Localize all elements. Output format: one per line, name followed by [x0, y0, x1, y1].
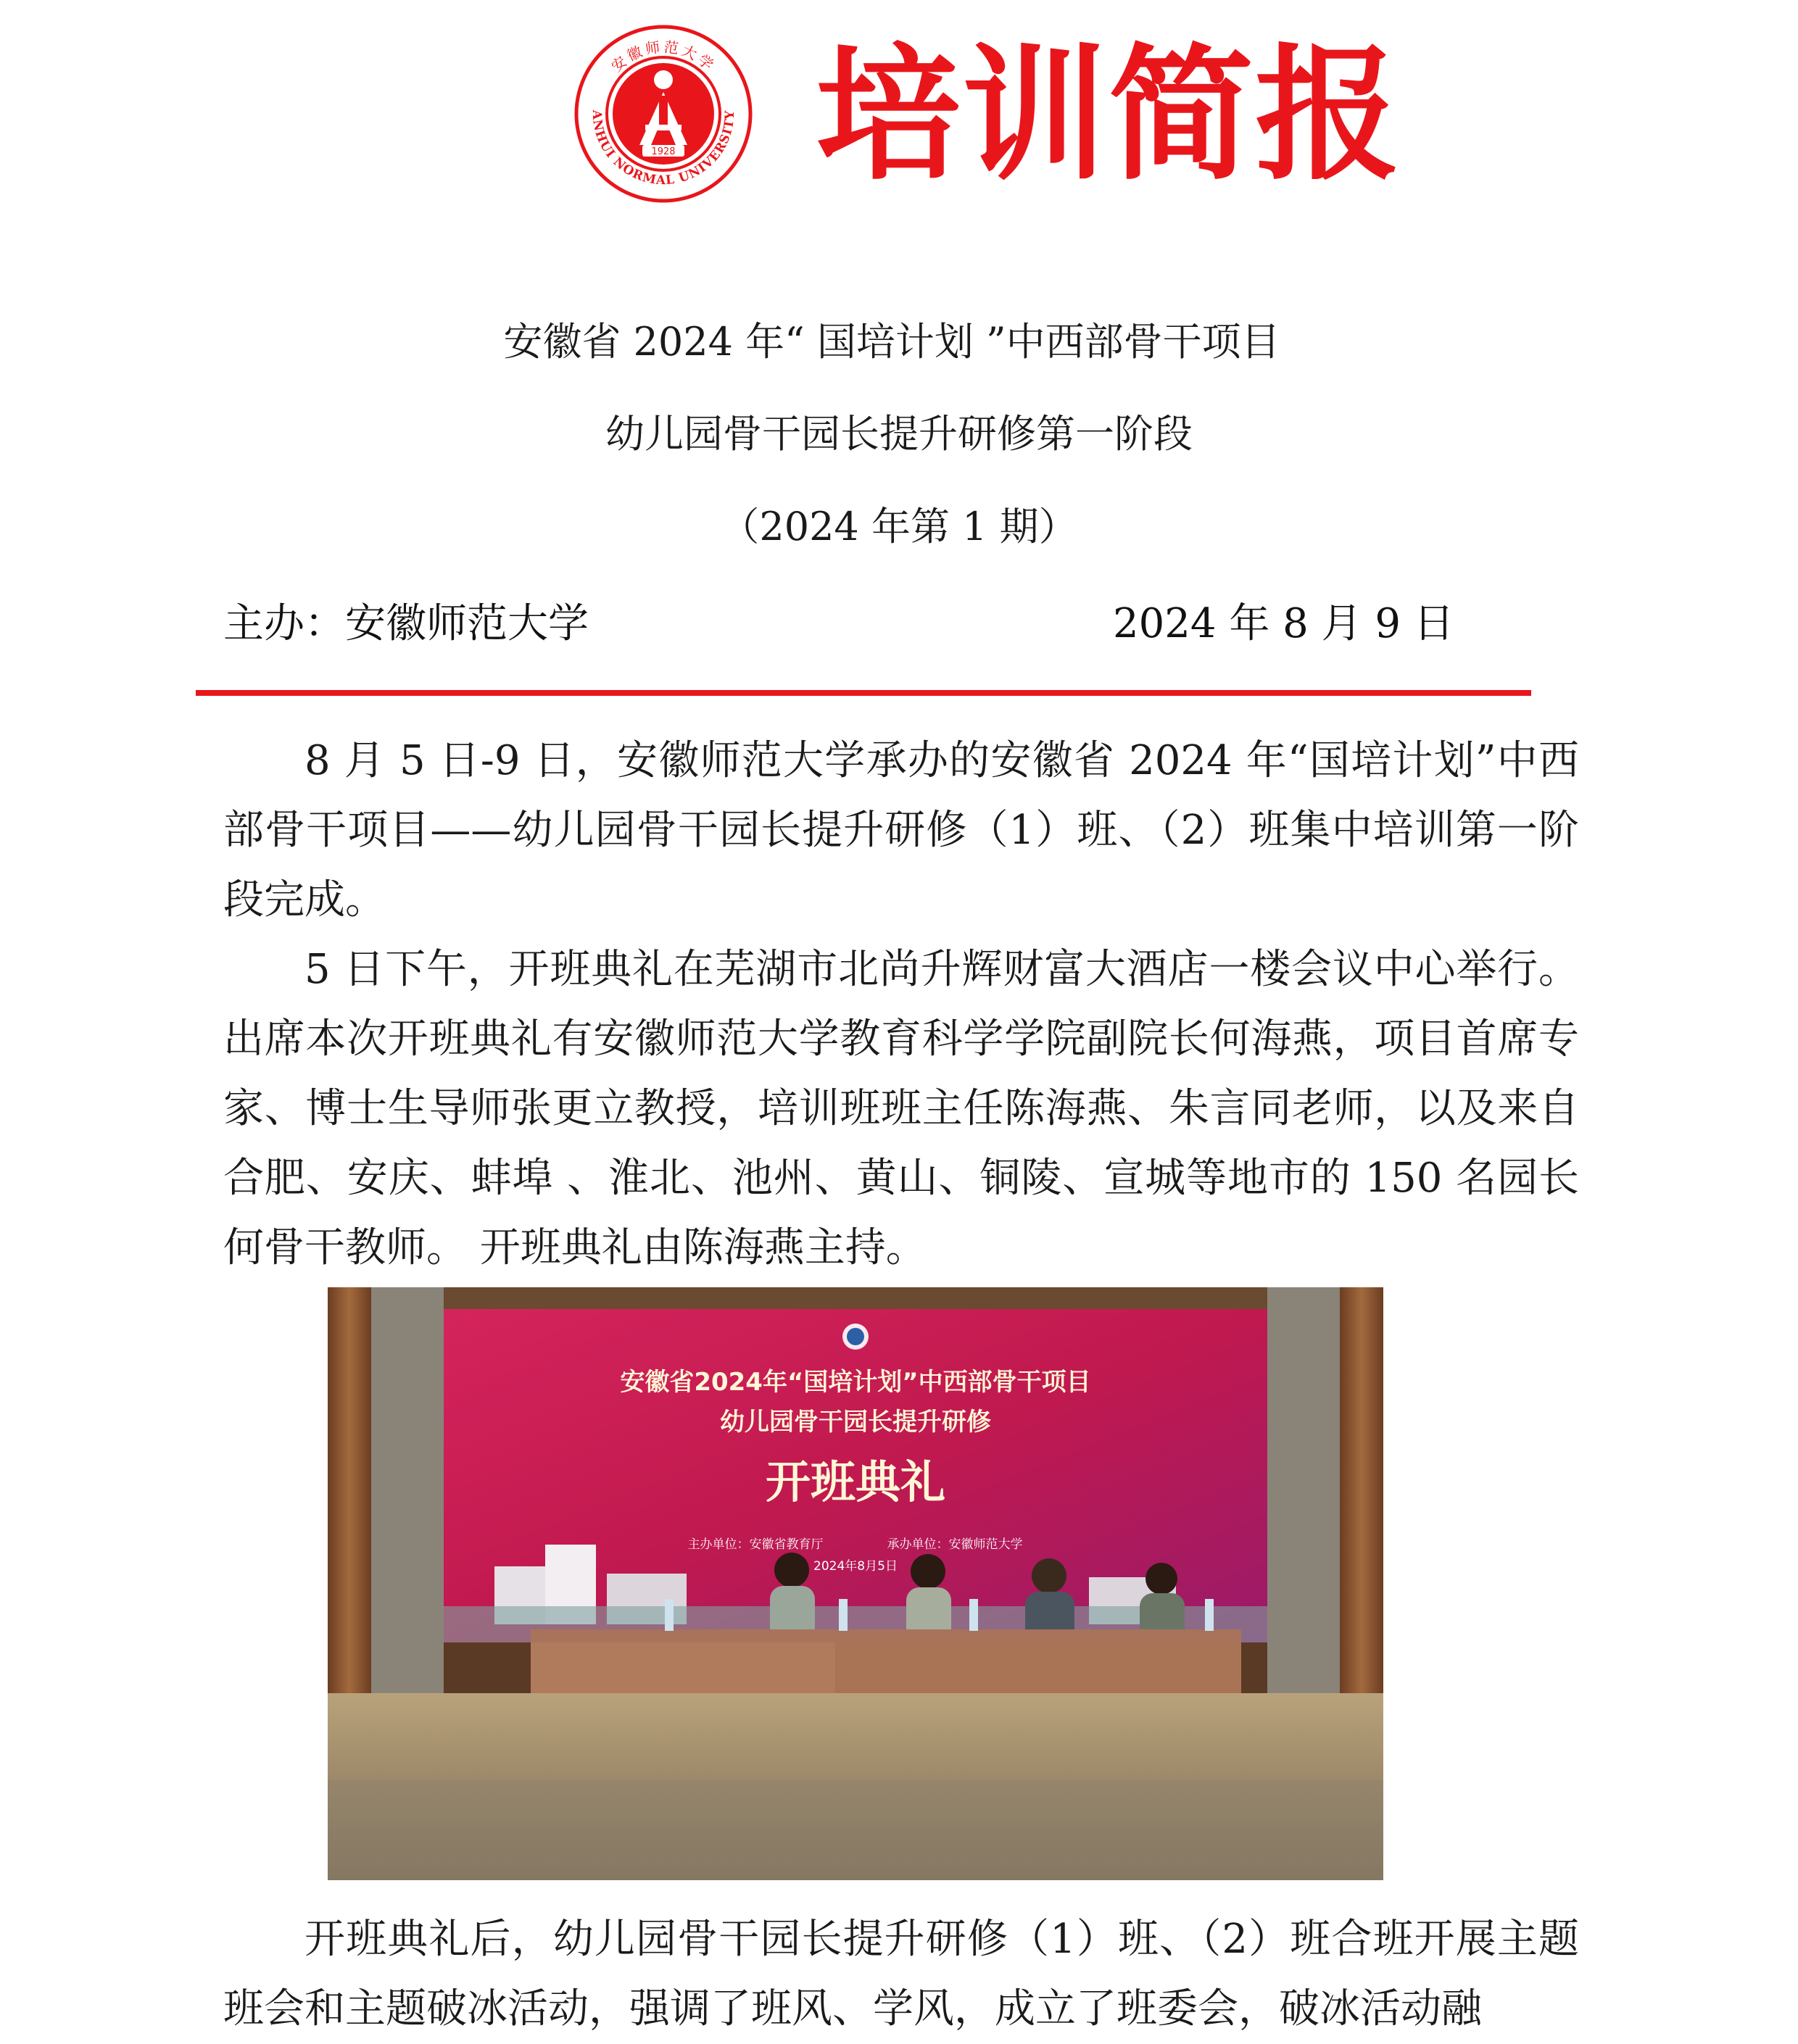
doc-title-line-3: （2024 年第 1 期）: [720, 504, 1078, 549]
banner-host: 承办单位：安徽师范大学: [887, 1537, 1023, 1552]
logo-arc-text: ANHUI NORMAL UNIVERSITY: [589, 109, 738, 188]
banner-sponsor: 主办单位：安徽省教育厅: [687, 1537, 824, 1552]
banner-date: 2024年8月5日: [813, 1559, 898, 1574]
banner-line-3: 开班典礼: [765, 1455, 946, 1508]
doc-title-line-2: 幼儿园骨干园长提升研修第一阶段: [605, 411, 1193, 457]
university-logo: [573, 23, 754, 204]
banner-line-1: 安徽省2024年“国培计划”中西部骨干项目: [620, 1368, 1091, 1397]
sponsor-label: 主办：安徽师范大学: [223, 600, 589, 647]
doc-title-line-1: 安徽省 2024 年“ 国培计划 ”中西部骨干项目: [503, 319, 1280, 365]
logo-top-text: 安徽师范大学: [608, 38, 719, 75]
masthead-title: 培训简报: [816, 31, 1402, 200]
paragraph-1: 8 月 5 日-9 日，安徽师范大学承办的安徽省 2024 年“国培计划”中西部骨干项目——幼儿园骨干园长提升研修（1）班、（2）班集中培训第一阶段完成。: [223, 737, 1579, 923]
red-divider: [196, 690, 1531, 696]
issue-date: 2024 年 8 月 9 日: [1113, 600, 1454, 647]
ceremony-photo: [328, 1287, 1383, 1880]
banner-line-2: 幼儿园骨干园长提升研修: [720, 1408, 991, 1437]
paragraph-2: 5 日下午，开班典礼在芜湖市北尚升辉财富大酒店一楼会议中心举行。出席本次开班典礼有安徽师范大学教育科学学院副院长何海燕，项目首席专家、博士生导师张更立教授，培训班班主任陈海燕、朱言同老师，以及来自合肥、安庆、蚌埠 、淮北、池州、黄山、铜陵、宣城等地市的 150 名园长何骨干教师。 开班典礼由陈海燕主持。: [223, 946, 1579, 1271]
paragraph-3: 开班典礼后，幼儿园骨干园长提升研修（1）班、（2）班合班开展主题班会和主题破冰活动，强调了班风、学风，成立了班委会，破冰活动融: [223, 1916, 1579, 2032]
logo-year: 1928: [651, 146, 676, 157]
